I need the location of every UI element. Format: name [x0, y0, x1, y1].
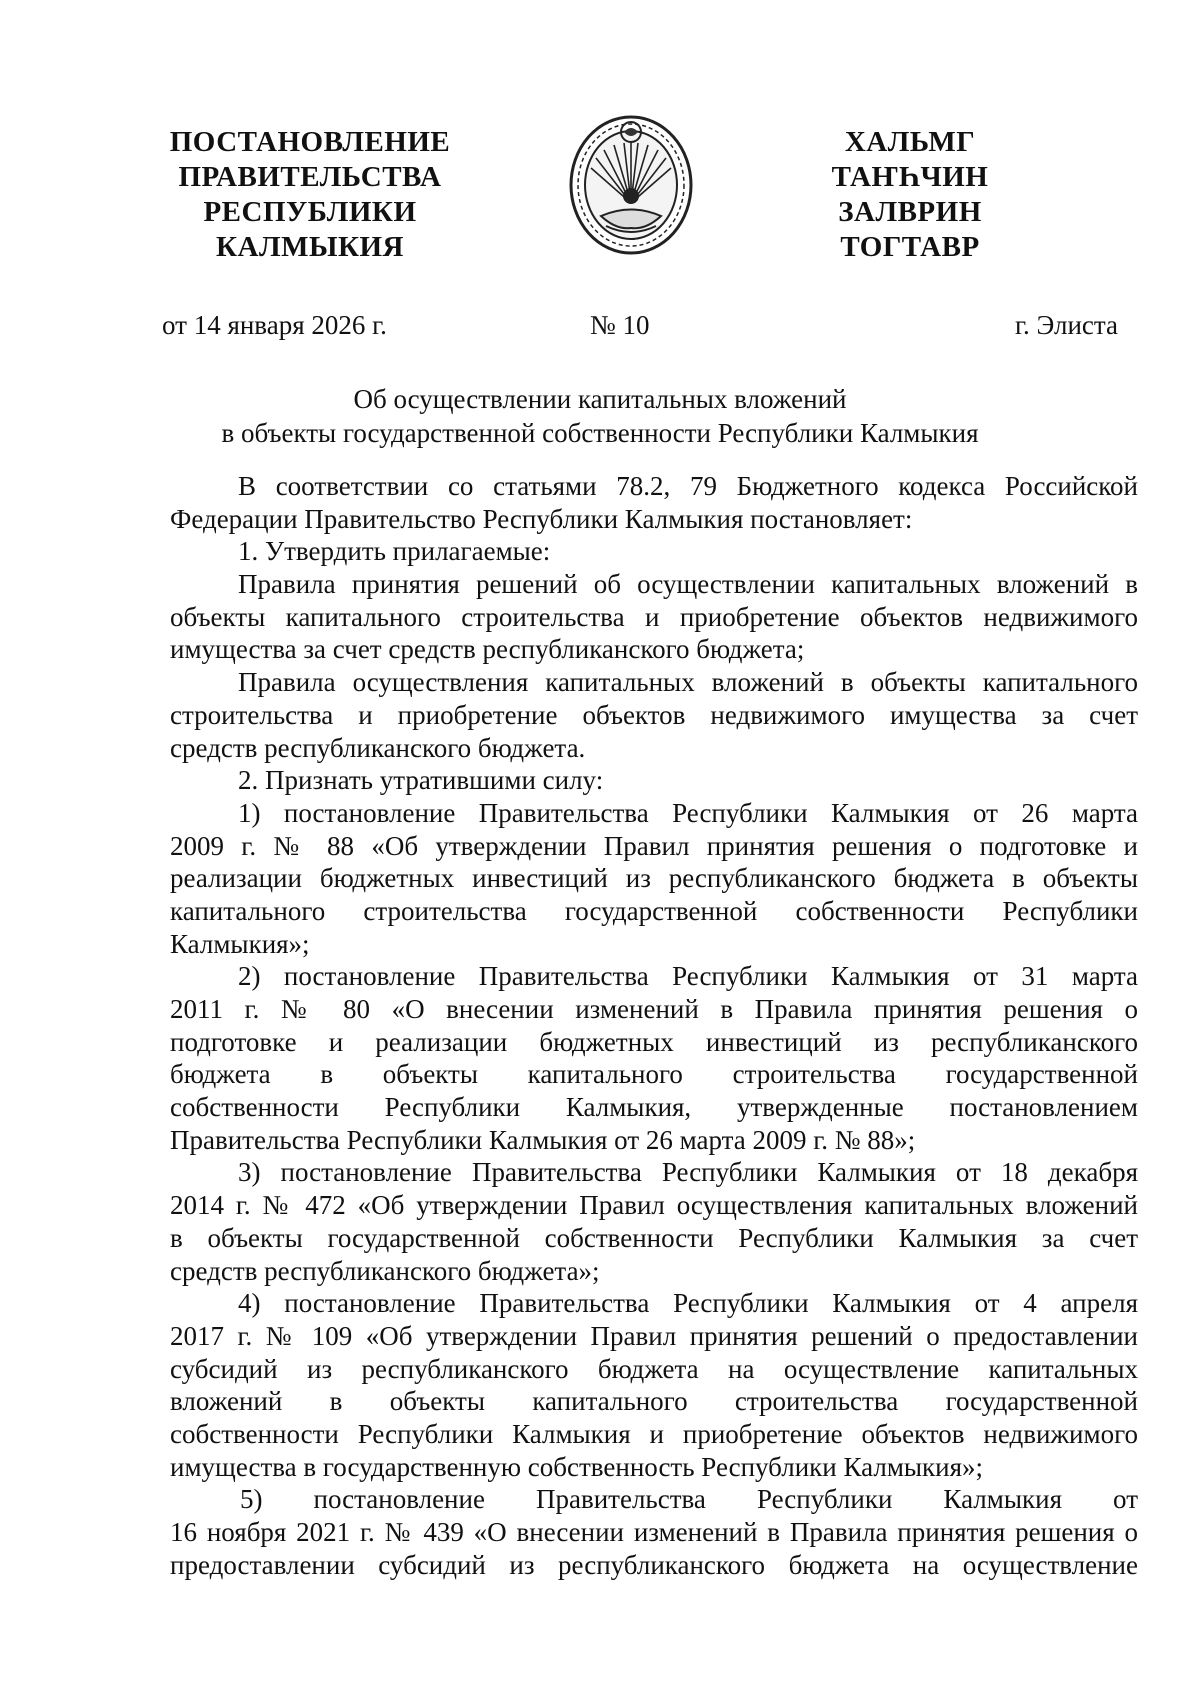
header-right-line: ХАЛЬМГ	[844, 126, 976, 158]
body-line: субсидий из республиканского бюджета на осуществление капитальных	[170, 1353, 1138, 1384]
body-line: 2014 г. № 472 «Об утверждении Правил осуществления капитальных вложений	[170, 1190, 1138, 1221]
document-date: от 14 января 2026 г.	[162, 310, 387, 340]
body-line: Правила принятия решений об осуществлении капитальных вложений в	[238, 569, 1138, 600]
header-kalmyk	[795, 125, 1025, 265]
header-right-line: ЗАЛВРИН	[838, 196, 982, 228]
body-line: 2009 г. № 88 «Об утверждении Правил принятия решения о подготовке и	[170, 830, 1138, 861]
body-line: 1. Утвердить прилагаемые:	[238, 536, 551, 567]
body-line: 5) постановление Правительства Республики Калмыкия от	[240, 1484, 1138, 1515]
body-line: объекты капитального строительства и приобретение объектов недвижимого	[170, 601, 1138, 632]
body-line: реализации бюджетных инвестиций из республиканского бюджета в объекты	[170, 863, 1138, 894]
header-left-line: ПРАВИТЕЛЬСТВА	[178, 161, 442, 193]
body-line: в объекты государственной собственности Республики Калмыкия за счет	[170, 1222, 1138, 1253]
body-line: капитального строительства государственной собственности Республики	[170, 895, 1138, 926]
header-left-line: КАЛМЫКИЯ	[216, 231, 404, 263]
coat-of-arms-kalmykia-icon	[566, 108, 696, 258]
body-line: средств республиканского бюджета.	[170, 732, 586, 763]
header-left-line: РЕСПУБЛИКИ	[203, 196, 417, 228]
body-line: бюджета в объекты капитального строительства государственной	[170, 1059, 1138, 1090]
body-line: вложений в объекты капитального строительства государственной	[170, 1386, 1138, 1417]
body-line: Правила осуществления капитальных вложений в объекты капитального	[238, 667, 1138, 698]
body-line: 2) постановление Правительства Республики Калмыкия от 31 марта	[238, 961, 1138, 992]
title-line: Об осуществлении капитальных вложений	[353, 384, 847, 414]
body-line: собственности Республики Калмыкия, утвержденные постановлением	[170, 1092, 1138, 1123]
document-title	[140, 382, 1060, 450]
body-line: Федерации Правительство Республики Калмыкия постановляет:	[170, 503, 913, 534]
body-line: Калмыкия»;	[170, 928, 310, 959]
body-line: 2011 г. № 80 «О внесении изменений в Правила принятия решения о	[170, 994, 1138, 1024]
body-line: 2017 г. № 109 «Об утверждении Правил принятия решений о предоставлении	[170, 1320, 1138, 1351]
body-line: Правительства Республики Калмыкия от 26 марта 2009 г. № 88»;	[170, 1124, 916, 1155]
header-left-line: ПОСТАНОВЛЕНИЕ	[169, 126, 451, 158]
body-line: строительства и приобретение объектов недвижимого имущества за счет	[170, 699, 1138, 730]
body-line: собственности Республики Калмыкия и приобретение объектов недвижимого	[170, 1418, 1138, 1449]
title-line: в объекты государственной собственности Республики Калмыкия	[221, 418, 979, 448]
document-city: г. Элиста	[1014, 310, 1118, 340]
body-line: 3) постановление Правительства Республики Калмыкия от 18 декабря	[238, 1157, 1138, 1188]
body-line: средств республиканского бюджета»;	[170, 1255, 600, 1286]
body-line: предоставлении субсидий из республиканского бюджета на осуществление	[170, 1549, 1138, 1580]
body-line: подготовке и реализации бюджетных инвестиций из республиканского	[170, 1026, 1138, 1057]
document-body	[170, 470, 1138, 1581]
body-line: 4) постановление Правительства Республики Калмыкия от 4 апреля	[238, 1288, 1138, 1319]
body-line: имущества за счет средств республиканского бюджета;	[170, 634, 805, 665]
body-line: В соответствии со статьями 78.2, 79 Бюджетного кодекса Российской	[238, 471, 1138, 501]
body-line: 1) постановление Правительства Республики Калмыкия от 26 марта	[238, 797, 1138, 828]
body-line: 2. Признать утратившими силу:	[238, 765, 604, 796]
document-number: № 10	[590, 310, 650, 340]
header-right-line: ТАҤҺЧИН	[831, 161, 989, 193]
header-right-line: ТОГТАВР	[840, 231, 980, 263]
header-russian	[160, 125, 460, 265]
body-line: 16 ноября 2021 г. № 439 «О внесении изменений в Правила принятия решения о	[170, 1517, 1138, 1547]
body-line: имущества в государственную собственность Республики Калмыкия»;	[170, 1451, 984, 1482]
